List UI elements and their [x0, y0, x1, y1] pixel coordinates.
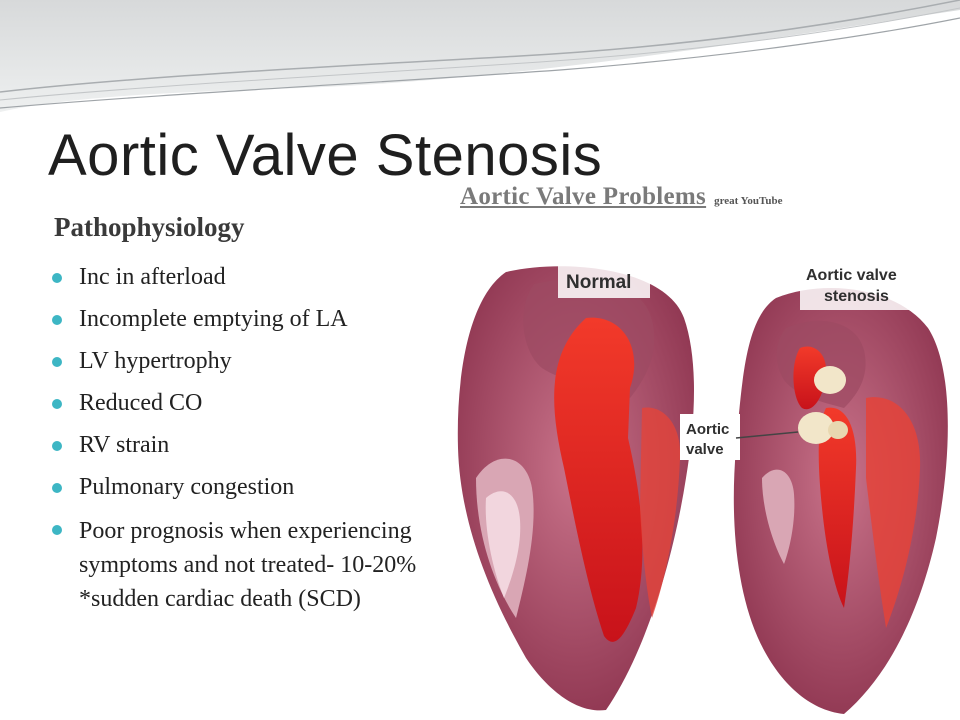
video-link[interactable]: Aortic Valve Problems [460, 183, 707, 210]
normal-label: Normal [566, 272, 632, 293]
bullet-item: Poor prognosis when experiencing symptoms and not treated- 10-20% *sudden cardiac death (SCD) [52, 514, 432, 616]
header-wave-decoration [0, 0, 960, 120]
video-link-note: great YouTube [714, 195, 783, 207]
stenosis-heart-image [734, 288, 948, 714]
bullet-item: Incomplete emptying of LA [52, 304, 432, 334]
stenosis-label-line1: Aortic valve [806, 267, 897, 284]
bullet-list [52, 262, 432, 628]
video-link-line [460, 183, 782, 211]
bullet-item: RV strain [52, 430, 432, 460]
bullet-item: Pulmonary congestion [52, 472, 432, 502]
normal-heart-image [458, 266, 694, 710]
valve-label-line1: Aortic [686, 421, 730, 438]
bullet-item: LV hypertrophy [52, 346, 432, 376]
slide-title: Aortic Valve Stenosis [48, 123, 603, 188]
valve-label-line2: valve [686, 441, 724, 458]
stenosis-label-line2: stenosis [824, 288, 889, 305]
heart-comparison-illustration [446, 258, 960, 720]
slide-subtitle: Pathophysiology [54, 212, 245, 242]
bullet-item: Inc in afterload [52, 262, 432, 292]
bullet-item: Reduced CO [52, 388, 432, 418]
